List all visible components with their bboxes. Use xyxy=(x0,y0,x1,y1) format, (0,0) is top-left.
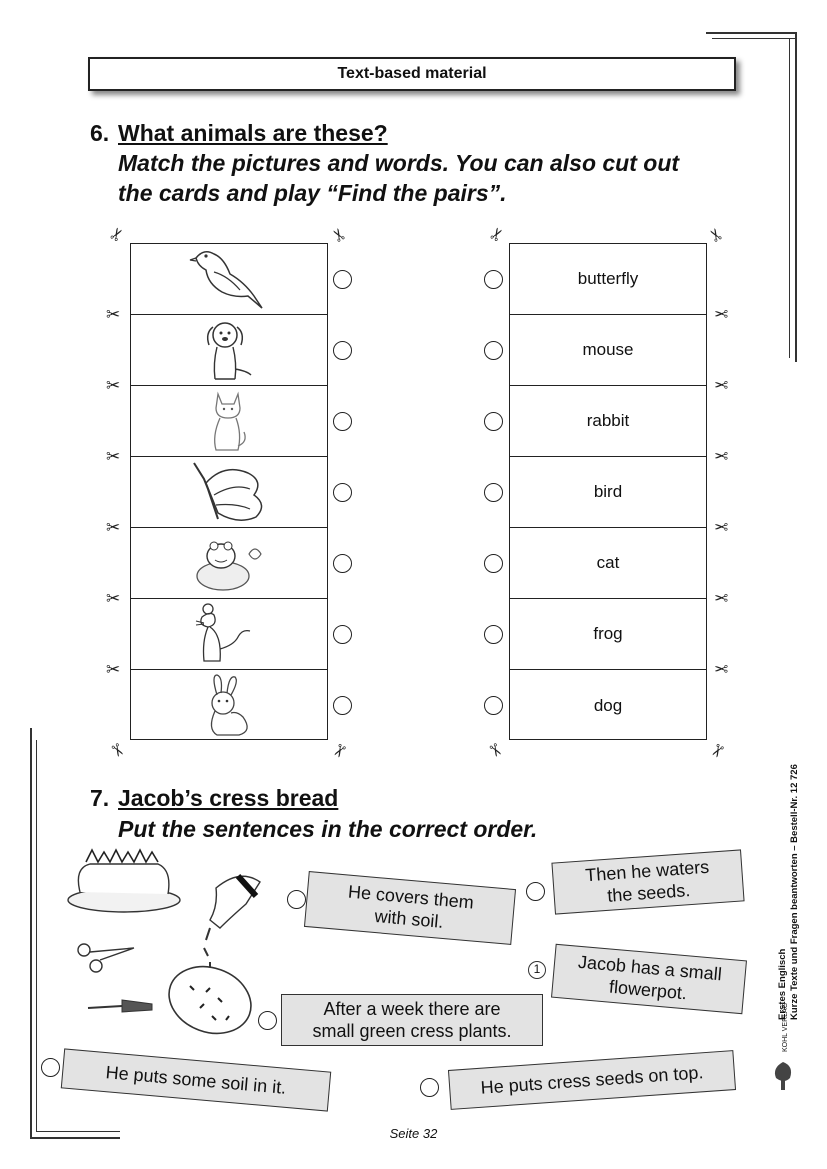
match-circle-picture[interactable] xyxy=(333,341,352,360)
rabbit-icon xyxy=(199,673,259,739)
sentence-line: He puts some soil in it. xyxy=(104,1062,288,1098)
frame-line xyxy=(712,38,796,39)
section-header: Text-based material xyxy=(88,57,736,91)
order-number-badge[interactable]: 1 xyxy=(528,961,546,979)
match-circle-picture[interactable] xyxy=(333,483,352,502)
scissors-icon: ✂ xyxy=(714,589,729,608)
dog-icon xyxy=(199,317,259,383)
scissors-icon: ✂ xyxy=(105,739,129,762)
match-circle-word[interactable] xyxy=(484,696,503,715)
match-circle-picture[interactable] xyxy=(333,696,352,715)
order-circle[interactable] xyxy=(258,1011,277,1030)
task6-number: 6. xyxy=(90,120,110,146)
sentence-line: Jacob has a small xyxy=(577,951,723,985)
sentence-line: He puts cress seeds on top. xyxy=(480,1062,704,1098)
picture-card-rabbit[interactable] xyxy=(131,670,327,741)
picture-card-mouse[interactable] xyxy=(131,599,327,670)
word-card[interactable]: rabbit xyxy=(510,386,706,457)
match-circle-picture[interactable] xyxy=(333,270,352,289)
frame-line xyxy=(30,728,32,1138)
scissors-icon: ✂ xyxy=(714,518,729,537)
word-card[interactable]: bird xyxy=(510,457,706,528)
task6-heading xyxy=(90,120,388,147)
scissors-icon: ✂ xyxy=(106,376,121,395)
task6-instruction-line2: the cards and play “Find the pairs”. xyxy=(118,180,507,206)
sentence-line: small green cress plants. xyxy=(312,1021,512,1041)
scissors-icon: ✂ xyxy=(705,739,729,762)
picture-card-column xyxy=(130,243,328,740)
picture-card-butterfly[interactable] xyxy=(131,457,327,528)
scissors-icon: ✂ xyxy=(704,223,728,246)
picture-card-bird[interactable] xyxy=(131,244,327,315)
page-number: Seite 32 xyxy=(389,1126,438,1141)
match-circle-word[interactable] xyxy=(484,483,503,502)
order-circle[interactable] xyxy=(287,890,306,909)
sentence-line: After a week there are xyxy=(323,999,501,1019)
frog-icon xyxy=(189,530,269,596)
word-card[interactable]: butterfly xyxy=(510,244,706,315)
match-circle-picture[interactable] xyxy=(333,625,352,644)
sentence-strip[interactable] xyxy=(281,994,543,1046)
frame-line xyxy=(36,740,37,1132)
match-circle-word[interactable] xyxy=(484,412,503,431)
knife-icon xyxy=(88,1000,152,1012)
sentence-strip[interactable] xyxy=(448,1050,736,1110)
task7-instruction: Put the sentences in the correct order. xyxy=(118,816,538,842)
sentence-strip[interactable] xyxy=(304,871,516,945)
scissors-icon: ✂ xyxy=(714,376,729,395)
sentence-strip[interactable] xyxy=(551,849,744,914)
mouse-icon xyxy=(194,601,264,667)
task6-title: What animals are these? xyxy=(118,120,388,146)
scissors-icon: ✂ xyxy=(106,660,121,679)
publisher-logo-icon xyxy=(770,1060,796,1094)
scissors-icon: ✂ xyxy=(483,739,507,762)
order-circle[interactable] xyxy=(526,882,545,901)
match-circle-picture[interactable] xyxy=(333,554,352,573)
sentence-line: flowerpot. xyxy=(608,976,688,1004)
hand-with-seeds-icon xyxy=(204,876,260,970)
word-card[interactable]: cat xyxy=(510,528,706,599)
sentence-line: with soil. xyxy=(373,905,445,932)
picture-card-dog[interactable] xyxy=(131,315,327,386)
picture-card-frog[interactable] xyxy=(131,528,327,599)
order-circle[interactable] xyxy=(420,1078,439,1097)
scissors-icon xyxy=(78,944,134,972)
frame-line xyxy=(795,32,797,362)
match-circle-word[interactable] xyxy=(484,554,503,573)
side-line1: Erstes Englisch xyxy=(777,948,788,1020)
order-circle[interactable] xyxy=(41,1058,60,1077)
scissors-icon: ✂ xyxy=(714,305,729,324)
scissors-icon: ✂ xyxy=(106,589,121,608)
scissors-icon: ✂ xyxy=(714,660,729,679)
bird-icon xyxy=(184,246,274,312)
sentence-strip[interactable] xyxy=(551,944,747,1015)
sentence-line: Then he waters xyxy=(584,856,710,886)
frame-line xyxy=(789,38,790,358)
cress-bread-icon xyxy=(68,850,180,912)
side-line2: Kurze Texte und Fragen beantworten – Bestell-Nr. 12 726 xyxy=(789,764,800,1020)
scissors-icon: ✂ xyxy=(327,223,351,246)
frame-line xyxy=(706,32,796,34)
match-circle-picture[interactable] xyxy=(333,412,352,431)
cress-illustration xyxy=(60,848,280,1058)
word-card-column xyxy=(509,243,707,740)
task7-number: 7. xyxy=(90,785,110,811)
task6-instruction xyxy=(118,148,679,208)
task7-title: Jacob’s cress bread xyxy=(118,785,339,811)
task6-instruction-line1: Match the pictures and words. You can also cut out xyxy=(118,150,680,176)
match-circle-word[interactable] xyxy=(484,341,503,360)
scissors-icon: ✂ xyxy=(106,305,121,324)
word-card[interactable]: frog xyxy=(510,599,706,670)
scissors-icon: ✂ xyxy=(714,447,729,466)
task7-heading xyxy=(90,785,338,812)
flowerpot-with-seeds-icon xyxy=(160,956,261,1045)
scissors-icon: ✂ xyxy=(327,739,351,762)
scissors-icon: ✂ xyxy=(106,447,121,466)
scissors-icon: ✂ xyxy=(105,223,129,246)
cat-icon xyxy=(204,388,254,454)
scissors-icon: ✂ xyxy=(106,518,121,537)
word-card[interactable]: mouse xyxy=(510,315,706,386)
match-circle-word[interactable] xyxy=(484,270,503,289)
picture-card-cat[interactable] xyxy=(131,386,327,457)
butterfly-icon xyxy=(184,459,274,525)
sentence-line: He covers them xyxy=(347,881,475,913)
side-publisher-text xyxy=(777,764,801,1020)
publisher-name: KOHL VERLAG xyxy=(782,1002,789,1052)
sentence-line: the seeds. xyxy=(606,880,691,906)
scissors-icon: ✂ xyxy=(485,223,509,246)
word-card[interactable]: dog xyxy=(593,695,623,715)
match-circle-word[interactable] xyxy=(484,625,503,644)
